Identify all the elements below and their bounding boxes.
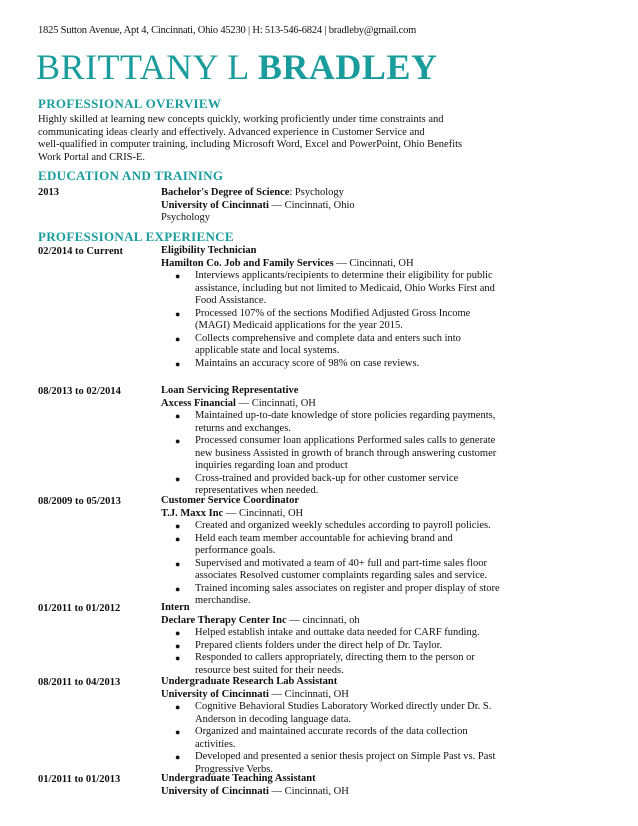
bullet-text-line: Prepared clients folders under the direct help of Dr. Taylor. xyxy=(195,639,443,651)
bullet-text-line: resource best suited for their needs. xyxy=(195,664,344,676)
bullet-text-line: Held each team member accountable for achieving brand and xyxy=(195,532,453,544)
company-name: Hamilton Co. Job and Family Services xyxy=(161,257,334,269)
job-bullets xyxy=(161,520,601,608)
company-name: Declare Therapy Center Inc xyxy=(161,614,287,626)
overview-line: Work Portal and CRIS-E. xyxy=(38,151,146,163)
overview-line: Highly skilled at learning new concepts quickly, working proficiently under time constraints and xyxy=(38,114,444,125)
bullet-text-line: Created and organized weekly schedules according to payroll policies. xyxy=(195,520,491,531)
candidate-name xyxy=(36,46,437,88)
bullet-dot-icon: ● xyxy=(175,628,181,638)
bullet-item xyxy=(161,473,601,498)
job-title: Eligibility Technician xyxy=(161,245,257,256)
last-name: BRADLEY xyxy=(257,47,438,87)
school xyxy=(161,200,355,213)
bullet-text-line: merchandise. xyxy=(195,595,251,606)
bullet-dot-icon: ● xyxy=(175,583,181,594)
company-location: — Cincinnati, OH xyxy=(223,507,304,519)
company-name: T.J. Maxx Inc xyxy=(161,507,224,519)
bullet-item xyxy=(161,533,601,558)
bullet-dot-icon: ● xyxy=(175,558,181,569)
job-entry xyxy=(161,495,601,608)
bullet-item xyxy=(161,308,601,333)
degree xyxy=(161,187,355,200)
company-name: University of Cincinnati xyxy=(161,785,269,797)
job-entry xyxy=(161,602,601,677)
job-company-line xyxy=(161,258,601,271)
bullet-item xyxy=(161,640,601,653)
bullet-dot-icon: ● xyxy=(175,271,181,281)
company-name: Axcess Financial xyxy=(161,397,236,409)
company-location: — cincinnati, oh xyxy=(286,614,360,626)
bullet-dot-icon: ● xyxy=(175,411,181,421)
section-overview-heading: PROFESSIONAL OVERVIEW xyxy=(38,96,222,111)
bullet-item xyxy=(161,701,601,726)
section-education-heading: EDUCATION AND TRAINING xyxy=(38,168,224,183)
job-title: Loan Servicing Representative xyxy=(161,385,299,396)
job-bullets xyxy=(161,627,601,677)
bullet-text-line: Supervised and motivated a team of 40+ full and part-time sales floor xyxy=(195,557,487,569)
bullet-dot-icon: ● xyxy=(175,436,181,446)
bullet-text-line: associates Resolved customer complaints regarding sales and service. xyxy=(195,570,488,581)
bullet-text-line: Processed 107% of the sections Modified Adjusted Gross Income xyxy=(195,307,471,319)
job-date: 08/2011 to 04/2013 xyxy=(38,677,121,688)
bullet-item xyxy=(161,558,601,583)
first-name: BRITTANY L xyxy=(36,47,258,87)
job-title: Undergraduate Research Lab Assistant xyxy=(161,676,338,687)
bullet-item xyxy=(161,726,601,751)
job-bullets xyxy=(161,270,601,370)
overview-line: communicating ideas clearly and effectively. Advanced experience in Customer Service and xyxy=(38,126,425,138)
bullet-item xyxy=(161,520,601,533)
job-company-line xyxy=(161,786,601,799)
education-date: 2013 xyxy=(38,187,59,198)
bullet-text-line: Maintains an accuracy score of 98% on case reviews. xyxy=(195,357,420,369)
degree-name: Bachelor's Degree of Science xyxy=(161,187,290,198)
bullet-dot-icon: ● xyxy=(175,333,181,344)
bullet-item xyxy=(161,358,601,371)
bullet-text-line: Progressive Verbs. xyxy=(195,763,273,775)
job-date: 01/2011 to 01/2012 xyxy=(38,603,121,614)
bullet-item xyxy=(161,435,601,473)
bullet-text-line: Collects comprehensive and complete data and enters such into xyxy=(195,332,461,344)
bullet-text-line: Anderson in decoding language data. xyxy=(195,713,351,725)
bullet-text-line: applicable state and local systems. xyxy=(195,345,340,356)
job-company-line xyxy=(161,689,601,702)
bullet-text-line: returns and exchanges. xyxy=(195,422,291,434)
company-location: — Cincinnati, OH xyxy=(268,688,349,700)
job-title: Intern xyxy=(161,602,190,613)
overview-text xyxy=(38,114,518,164)
degree-major: : Psychology xyxy=(289,187,344,198)
company-location: — Cincinnati, OH xyxy=(333,257,414,269)
bullet-dot-icon: ● xyxy=(175,640,181,651)
education-entry xyxy=(161,187,355,225)
bullet-text-line: Responded to callers appropriately, directing them to the person or xyxy=(195,652,475,663)
education-field: Psychology xyxy=(161,212,211,223)
bullet-dot-icon: ● xyxy=(175,358,181,369)
bullet-dot-icon: ● xyxy=(175,533,181,544)
bullet-dot-icon: ● xyxy=(175,702,181,712)
bullet-text-line: Organized and maintained accurate records of the data collection xyxy=(195,726,468,737)
section-experience-heading: PROFESSIONAL EXPERIENCE xyxy=(38,229,234,244)
job-company-line xyxy=(161,615,601,628)
company-location: — Cincinnati, OH xyxy=(268,785,349,797)
bullet-item xyxy=(161,270,601,308)
job-date: 01/2011 to 01/2013 xyxy=(38,774,121,785)
bullet-text-line: Food Assistance. xyxy=(195,295,267,306)
bullet-text-line: Cross-trained and provided back-up for other customer service xyxy=(195,472,459,484)
company-location: — Cincinnati, OH xyxy=(235,397,316,409)
bullet-dot-icon: ● xyxy=(175,473,181,484)
job-bullets xyxy=(161,701,601,776)
bullet-dot-icon: ● xyxy=(175,653,181,663)
overview-line: well-qualified in computer training, including Microsoft Word, Excel and PowerPoint, Ohio Benefits xyxy=(38,139,463,150)
bullet-text-line: Maintained up-to-date knowledge of store policies regarding payments, xyxy=(195,410,496,421)
bullet-item xyxy=(161,627,601,640)
bullet-item xyxy=(161,652,601,677)
bullet-text-line: Processed consumer loan applications Performed sales calls to generate xyxy=(195,435,496,446)
bullet-text-line: Trained incoming sales associates on register and proper display of store xyxy=(195,582,500,594)
bullet-text-line: new business Assisted in growth of branch through answering customer xyxy=(195,447,497,459)
bullet-text-line: Helped establish intake and outtake data needed for CARF funding. xyxy=(195,627,480,638)
contact-line: 1825 Sutton Avenue, Apt 4, Cincinnati, Ohio 45230 | H: 513-546-6824 | bradleby@gmail.com xyxy=(38,25,417,36)
bullet-text-line: Cognitive Behavioral Studies Laboratory Worked directly under Dr. S. xyxy=(195,701,492,712)
job-title: Undergraduate Teaching Assistant xyxy=(161,773,316,784)
job-entry xyxy=(161,773,601,798)
job-date: 08/2009 to 05/2013 xyxy=(38,496,121,507)
job-date: 02/2014 to Current xyxy=(38,246,123,257)
bullet-item xyxy=(161,333,601,358)
bullet-text-line: activities. xyxy=(195,738,236,750)
job-entry xyxy=(161,676,601,776)
bullet-text-line: assistance, including but not limited to Medicaid, Ohio Works First and xyxy=(195,282,495,294)
job-bullets xyxy=(161,410,601,498)
bullet-text-line: performance goals. xyxy=(195,545,276,556)
job-entry xyxy=(161,245,601,370)
job-company-line xyxy=(161,508,601,521)
bullet-dot-icon: ● xyxy=(175,727,181,737)
bullet-text-line: representatives when needed. xyxy=(195,485,319,496)
bullet-item xyxy=(161,410,601,435)
bullet-dot-icon: ● xyxy=(175,308,181,319)
bullet-text-line: Interviews applicants/recipients to determine their eligibility for public xyxy=(195,270,493,281)
job-title: Customer Service Coordinator xyxy=(161,495,300,506)
job-entry xyxy=(161,385,601,498)
job-company-line xyxy=(161,398,601,411)
job-date: 08/2013 to 02/2014 xyxy=(38,386,121,397)
bullet-text-line: inquiries regarding loan and product xyxy=(195,460,348,471)
bullet-text-line: (MAGI) Medicaid applications for the year 2015. xyxy=(195,320,403,331)
bullet-text-line: Developed and presented a senior thesis project on Simple Past vs. Past xyxy=(195,751,496,762)
company-name: University of Cincinnati xyxy=(161,688,269,700)
school-name: University of Cincinnati xyxy=(161,199,269,211)
school-location: — Cincinnati, Ohio xyxy=(268,199,355,211)
bullet-dot-icon: ● xyxy=(175,521,181,531)
bullet-dot-icon: ● xyxy=(175,752,181,762)
